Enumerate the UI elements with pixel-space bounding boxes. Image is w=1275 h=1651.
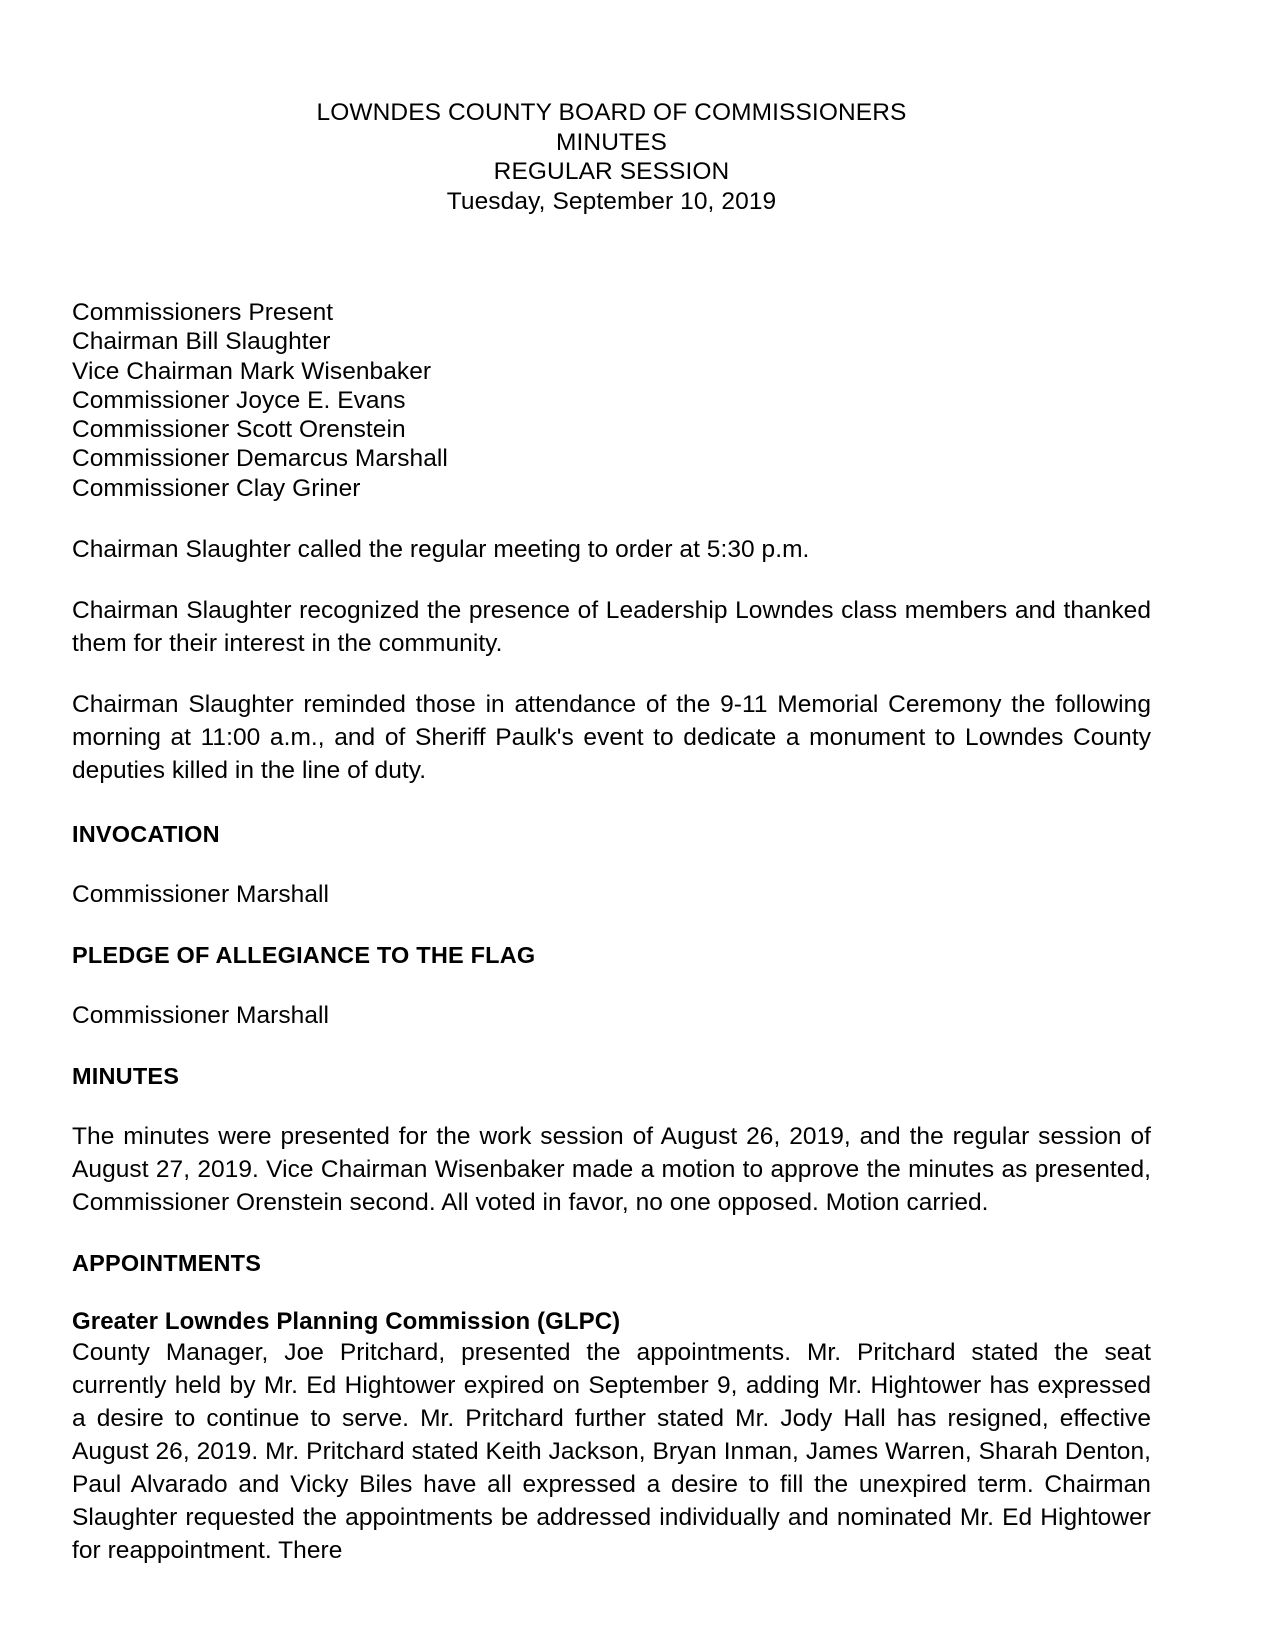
paragraph-invocation-body: Commissioner Marshall — [72, 881, 329, 909]
paragraph-pledge-body: Commissioner Marshall — [72, 1002, 329, 1030]
paragraph-memorial-ceremony: Chairman Slaughter reminded those in attendance of the 9-11 Memorial Ceremony the following morning at 11:00 a.m., and of Sheriff Paulk's event to dedicate a monument to Lowndes County deputies killed in the line of duty. — [72, 691, 1151, 785]
spacer — [72, 1219, 1151, 1249]
spacer — [72, 1090, 1151, 1120]
roster-item-chairman: Chairman Bill Slaughter — [72, 328, 331, 356]
commissioners-present-block — [72, 298, 1151, 503]
header-spacer — [72, 216, 1151, 298]
spacer — [72, 787, 1151, 820]
commissioners-present-label: Commissioners Present — [72, 299, 334, 326]
paragraph-minutes-body: The minutes were presented for the work session of August 26, 2019, and the regular session of August 27, 2019. Vice Chairman Wisenbaker made a motion to approve the minutes as presented, Commissioner Orenstein second. All voted in favor, no one opposed. Motion carried. — [72, 1123, 1151, 1217]
roster-item-griner: Commissioner Clay Griner — [72, 474, 361, 502]
spacer — [72, 503, 1151, 533]
spacer — [72, 660, 1151, 688]
header-line-date: Tuesday, September 10, 2019 — [446, 187, 777, 215]
section-heading-invocation: INVOCATION — [72, 821, 220, 848]
roster-item-orenstein: Commissioner Scott Orenstein — [72, 416, 406, 444]
subsection-heading-glpc: Greater Lowndes Planning Commission (GLPC) — [72, 1308, 621, 1336]
paragraph-glpc-body: County Manager, Joe Pritchard, presented the appointments. Mr. Pritchard stated the seat currently held by Mr. Ed Hightower expired on September 9, adding Mr. Hightower has expressed a desire to continue to serve. Mr. Pritchard further stated Mr. Jody Hall has resigned, effective August 26, 2019. Mr. Pritchard stated Keith Jackson, Bryan Inman, James Warren, Sharah Denton, Paul Alvarado and Vicky Biles have all expressed a desire to fill the unexpired term. Chairman Slaughter requested the appointments be addressed individually and nominated Mr. Ed Hightower for reappointment. There — [72, 1339, 1151, 1565]
spacer — [72, 1277, 1151, 1307]
header-line-doctype: MINUTES — [556, 128, 667, 156]
paragraph-call-to-order: Chairman Slaughter called the regular meeting to order at 5:30 p.m. — [72, 536, 810, 564]
section-heading-minutes: MINUTES — [72, 1063, 180, 1090]
roster-item-marshall: Commissioner Demarcus Marshall — [72, 445, 448, 473]
spacer — [72, 848, 1151, 878]
header-line-session: REGULAR SESSION — [493, 158, 730, 185]
spacer — [72, 969, 1151, 999]
spacer — [72, 911, 1151, 941]
paragraph-leadership-lowndes: Chairman Slaughter recognized the presence of Leadership Lowndes class members and thanked them for their interest in the community. — [72, 597, 1151, 658]
roster-item-evans: Commissioner Joyce E. Evans — [72, 386, 406, 414]
spacer — [72, 566, 1151, 594]
header-line-organization: LOWNDES COUNTY BOARD OF COMMISSIONERS — [316, 99, 907, 126]
roster-item-vice-chairman: Vice Chairman Mark Wisenbaker — [72, 357, 432, 385]
section-heading-pledge: PLEDGE OF ALLEGIANCE TO THE FLAG — [72, 942, 536, 969]
section-heading-appointments: APPOINTMENTS — [72, 1250, 262, 1277]
document-header — [72, 98, 1151, 216]
spacer — [72, 1032, 1151, 1062]
